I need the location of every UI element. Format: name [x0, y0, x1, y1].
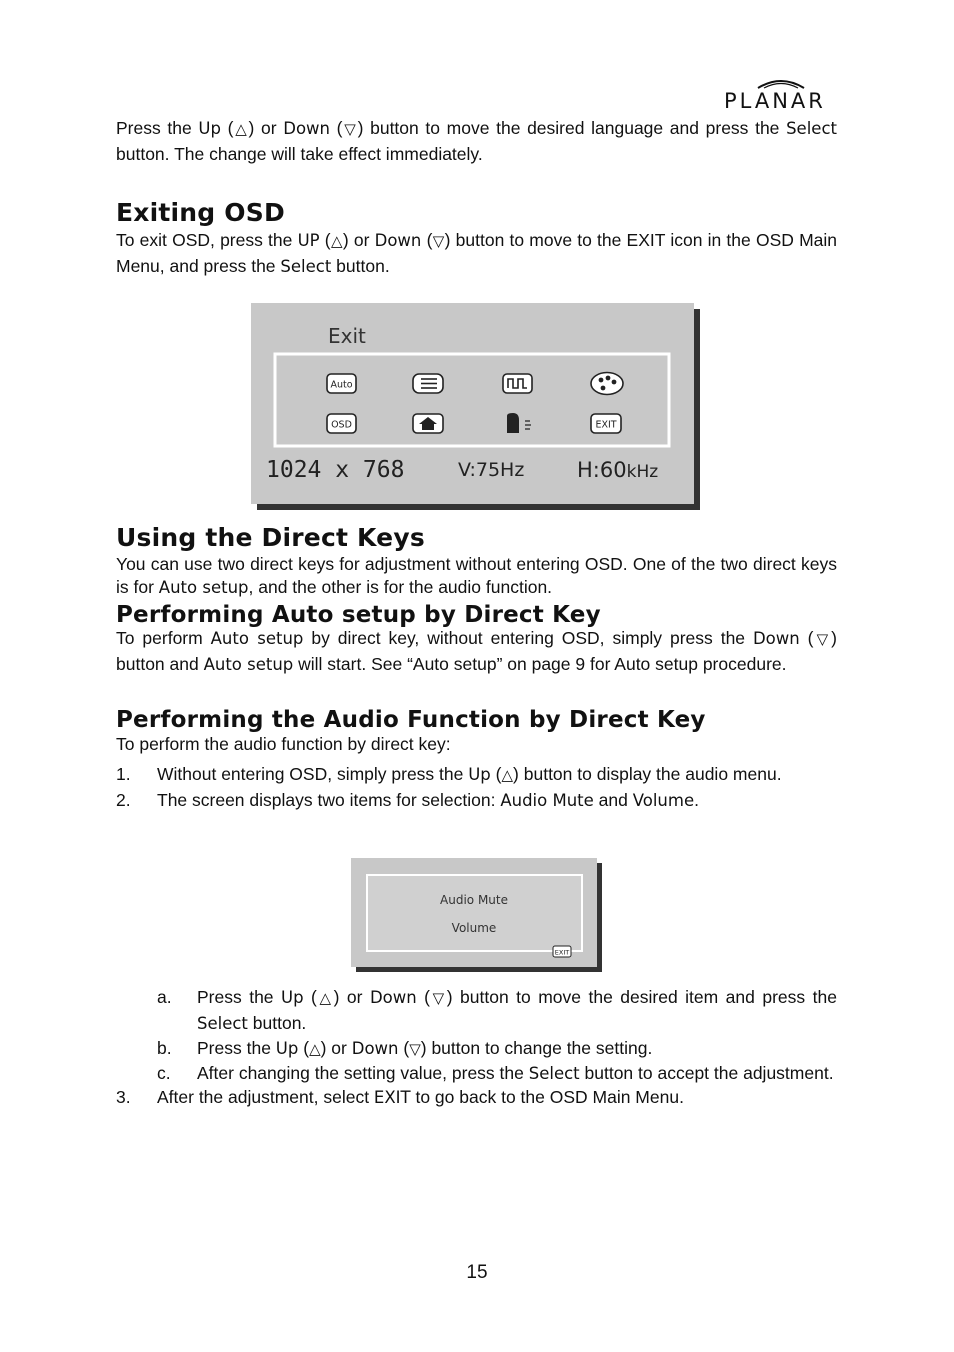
direct-keys-heading: Using the Direct Keys — [116, 523, 425, 552]
list-item: c. After changing the setting value, press the Select button to accept the adjustment. — [157, 1063, 834, 1083]
home-icon — [413, 414, 443, 433]
exiting-osd-paragraph: To exit OSD, press the UP (△) or Down (▽) button to move to the EXIT icon in the OSD Main Menu, and press the Select button. — [116, 230, 837, 276]
exiting-osd-section — [116, 198, 837, 279]
exiting-osd-heading: Exiting OSD — [116, 198, 285, 227]
auto-setup-heading: Performing Auto setup by Direct Key — [116, 602, 601, 628]
list-item: 3. After the adjustment, select EXIT to go back to the OSD Main Menu. — [116, 1087, 684, 1107]
osd-exit-screen — [251, 303, 700, 510]
list-item: 2. The screen displays two items for selection: Audio Mute and Volume. — [116, 790, 699, 810]
svg-text:Auto: Auto — [330, 379, 353, 391]
svg-text:EXIT: EXIT — [554, 948, 570, 957]
audio-substeps-list — [116, 985, 837, 1110]
audio-section — [116, 707, 837, 757]
svg-text:OSD: OSD — [331, 419, 352, 431]
osd-resolution: 1024 x 768 — [266, 457, 405, 483]
direct-keys-section — [116, 523, 837, 599]
logo-wordmark: PLANAR — [724, 89, 826, 113]
list-item: a. Press the Up (△) or Down (▽) button to move the desired item and press the Select button. — [157, 987, 837, 1033]
list-item: b. Press the Up (△) or Down (▽) button to change the setting. — [157, 1038, 653, 1058]
intro-section — [116, 116, 837, 167]
audio-heading: Performing the Audio Function by Direct Key — [116, 707, 706, 733]
svg-text:EXIT: EXIT — [595, 419, 617, 431]
menu-icon — [413, 374, 443, 393]
auto-icon — [327, 374, 356, 393]
color-icon — [591, 373, 623, 395]
volume-menu-item[interactable]: Volume — [451, 921, 497, 935]
audio-intro: To perform the audio function by direct key: — [116, 734, 451, 754]
audio-steps-list — [116, 762, 837, 813]
signal-icon — [503, 374, 532, 393]
osd-icon — [327, 414, 356, 433]
auto-setup-paragraph: To perform Auto setup by direct key, without entering OSD, simply press the Down (▽) button and Auto setup will start. See “Auto setup” on page 9 for Auto setup procedure. — [116, 628, 837, 674]
osd-title: Exit — [328, 324, 366, 348]
logo-swoosh-icon — [756, 76, 806, 90]
intro-paragraph: Press the Up (△) or Down (▽) button to move the desired language and press the Select button. The change will take effect immediately. — [116, 118, 837, 164]
audio-menu-screen — [351, 858, 602, 972]
page-number: 15 — [466, 1262, 488, 1283]
exit-icon — [591, 414, 621, 433]
exit-icon — [553, 946, 571, 957]
osd-vertical-frequency: V:75Hz — [458, 459, 525, 481]
list-item: 1. Without entering OSD, simply press the Up (△) button to display the audio menu. — [116, 764, 782, 784]
planar-logo — [724, 76, 840, 116]
direct-keys-paragraph: You can use two direct keys for adjustment without entering OSD. One of the two direct keys is for Auto setup, and the other is for the audio function. — [116, 554, 837, 597]
auto-setup-section — [116, 602, 837, 677]
audio-mute-menu-item[interactable]: Audio Mute — [440, 893, 508, 907]
osd-horizontal-frequency: H:60kHz — [577, 458, 659, 482]
